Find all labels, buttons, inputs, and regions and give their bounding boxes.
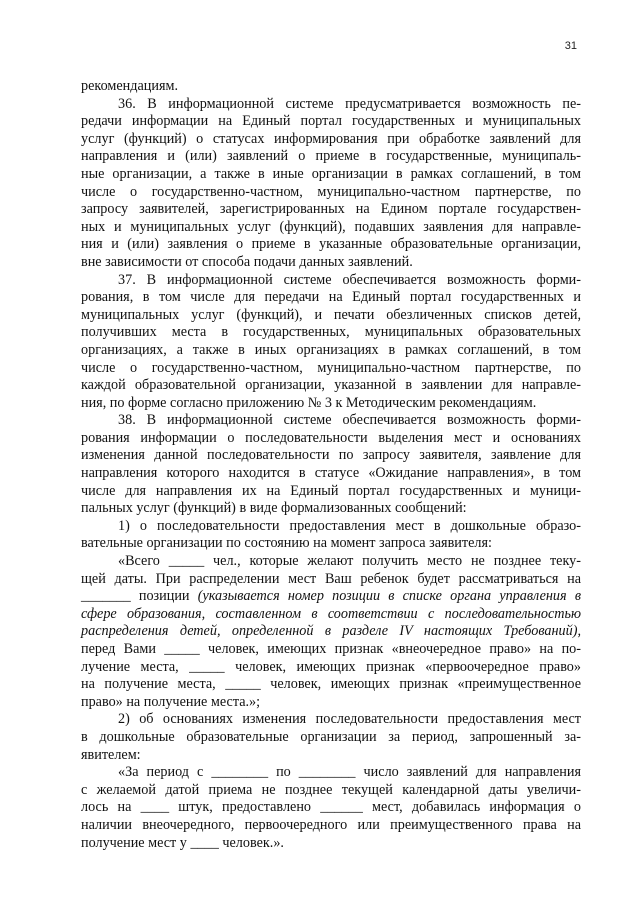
text-line: числе о государственно-частном, муниципально-частном партнерстве, по	[81, 183, 581, 200]
text-line: ния, по форме согласно приложению № 3 к Методическим рекомендациям.	[81, 394, 537, 411]
text-line: направления и (или) заявлений о приеме в государственные, муниципаль-	[81, 148, 581, 165]
text-line: рования информации о последовательности выделения мест и основаниях	[81, 429, 581, 446]
text-line: организациях, а также в иных организациях в рамках соглашений, в том	[81, 341, 581, 358]
text-line: редачи информации на Единый портал государственных и муниципальных	[81, 113, 581, 130]
text-line: лучение места, _____ человек, имеющих признак «первоочередное право»	[81, 658, 581, 675]
text-line: муниципальных услуг (функций), и печати обезличенных списков детей,	[81, 306, 581, 323]
text-line	[81, 606, 581, 624]
italic-segment: сфере образования, составленном в соответствии с последовательностью	[81, 605, 581, 622]
text-line: 37. В информационной системе обеспечивается возможность форми-	[118, 271, 581, 288]
text-line	[81, 623, 581, 641]
text-line: явителем:	[81, 746, 141, 763]
text-line: наличии внеочередного, первоочередного или преимущественного права на	[81, 816, 581, 833]
text-line: рования, в том числе для передачи на Единый портал государственных и	[81, 289, 581, 306]
text-line: ных и муниципальных услуг (функций), подавших заявления для направле-	[81, 218, 581, 235]
text-line: числе о государственно-частном, муниципально-частном партнерстве, по	[81, 359, 581, 376]
text-line: вательные организации по состоянию на момент запроса заявителя:	[81, 535, 492, 552]
text-line: запросу заявителей, зарегистрированных на Едином портале государствен-	[81, 201, 581, 218]
text-line: лось на ____ штук, предоставлено ______ мест, добавилась информация о	[81, 799, 581, 816]
text-line: щей даты. При распределении мест Ваш ребенок будет рассматриваться на	[81, 570, 581, 587]
text-line: право» на получение места.»;	[81, 693, 261, 710]
text-line: направления которого находится в статусе «Ожидание направления», в том	[81, 465, 581, 482]
text-line: «Всего _____ чел., которые желают получить место не позднее теку-	[118, 553, 581, 570]
text-line: 2) об основаниях изменения последовательности предоставления мест	[118, 711, 581, 728]
text-line: 36. В информационной системе предусматривается возможность пе-	[118, 95, 581, 112]
text-line: каждой образовательной организации, указанной в заявлении для направле-	[81, 377, 581, 394]
text-line: рекомендациям.	[81, 78, 179, 94]
text-line	[81, 588, 581, 606]
text-segment: _______ позиции	[81, 588, 198, 605]
italic-segment: (указывается номер позиции в списке органа управления в	[197, 588, 581, 605]
text-line: 1) о последовательности предоставления мест в дошкольные образо-	[118, 517, 581, 534]
document-body	[81, 78, 581, 852]
text-line: ные организации, а также в иные организации в рамках соглашений, в том	[81, 165, 581, 182]
text-line: пальных услуг (функций) в виде формализованных сообщений:	[81, 500, 467, 517]
text-line: на получение места, _____ человек, имеющих признак «преимущественное	[81, 676, 581, 693]
text-line: вне зависимости от способа подачи данных заявлений.	[81, 253, 413, 270]
text-line: «За период с ________ по ________ число заявлений для направления	[118, 764, 581, 781]
text-line: с желаемой датой приема не позднее текущей календарной даты увеличи-	[81, 781, 581, 798]
text-line: услуг (функций) о статусах информирования при обработке заявлений для	[81, 130, 581, 147]
text-line: 38. В информационной системе обеспечивается возможность форми-	[118, 412, 581, 429]
text-line: ния и (или) заявления о приеме в указанные образовательные организации,	[81, 236, 581, 253]
text-line: перед Вами _____ человек, имеющих признак «внеочередное право» на по-	[81, 641, 581, 657]
text-line: изменения данной последовательности по запросу заявителя, заявление для	[81, 447, 581, 464]
italic-segment: распределения детей, определенной в разделе IV настоящих Требований),	[81, 623, 581, 640]
text-line: получение мест у ____ человек.».	[81, 834, 284, 851]
text-line: числе для направления их на Единый портал государственных и муници-	[81, 482, 581, 499]
page-number: 31	[564, 40, 577, 52]
text-line: в дошкольные образовательные организации за период, запрошенный за-	[81, 728, 581, 745]
text-line: получивших места в государственных, муниципальных образовательных	[81, 324, 581, 341]
